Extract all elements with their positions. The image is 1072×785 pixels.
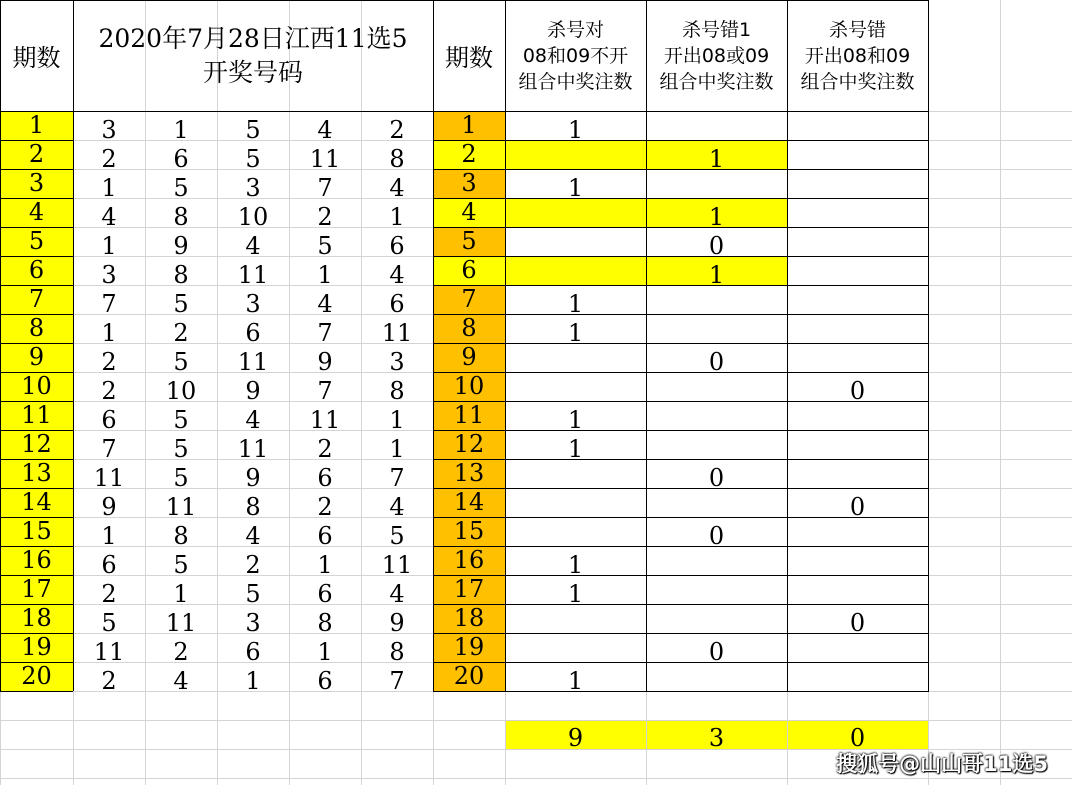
result-header-2-line: 开出08或09 (663, 44, 770, 67)
result-count (646, 550, 787, 579)
watermark: 搜狐号@山山哥11选5 (836, 752, 1048, 776)
draw-number: 2 (317, 434, 333, 463)
period-number: 15 (453, 517, 485, 545)
draw-number: 5 (173, 550, 189, 579)
period-number: 18 (453, 604, 485, 632)
gridline (0, 778, 1072, 779)
period-number: 7 (28, 285, 45, 313)
total-count: 9 (567, 723, 584, 752)
result-count (787, 463, 928, 492)
draw-number: 11 (237, 260, 269, 289)
period-number: 8 (28, 314, 45, 342)
period-number: 3 (461, 169, 477, 197)
period-number: 20 (21, 662, 52, 690)
draw-number: 2 (389, 115, 405, 144)
result-count (787, 173, 928, 202)
draw-number: 6 (245, 318, 261, 347)
period-number: 9 (28, 343, 45, 371)
period-number: 14 (21, 488, 52, 516)
draw-number: 1 (101, 521, 117, 550)
draw-number: 1 (389, 405, 405, 434)
draw-number: 8 (389, 376, 405, 405)
period-number: 1 (28, 111, 45, 139)
result-count (787, 202, 928, 231)
result-count (646, 289, 787, 318)
period-number: 4 (28, 198, 45, 226)
draw-number: 4 (389, 260, 405, 289)
period-number: 10 (453, 372, 485, 400)
draw-number: 6 (101, 550, 117, 579)
result-header-1 (505, 0, 646, 111)
result-header-1-line: 08和09不开 (522, 44, 629, 67)
period-number: 12 (21, 430, 52, 458)
result-header-2-line: 杀号错1 (681, 18, 752, 41)
draw-number: 1 (245, 666, 261, 695)
period-number: 16 (21, 546, 52, 574)
draw-number: 11 (93, 463, 125, 492)
period-number: 6 (28, 256, 45, 284)
draw-number: 2 (317, 492, 333, 521)
result-count (505, 463, 646, 492)
draw-number: 9 (245, 463, 261, 492)
result-count (787, 144, 928, 173)
result-count (787, 318, 928, 347)
result-count: 1 (567, 289, 584, 318)
draw-number: 3 (245, 173, 261, 202)
draw-number: 2 (101, 376, 117, 405)
draw-number: 1 (101, 318, 117, 347)
result-count (646, 608, 787, 637)
result-count (787, 405, 928, 434)
period-number: 2 (461, 140, 477, 168)
draw-title-header-line: 2020年7月28日江西11选5 (98, 23, 408, 53)
draw-number: 2 (245, 550, 261, 579)
left-period-header-line: 期数 (12, 44, 61, 72)
draw-number: 2 (317, 202, 333, 231)
period-number: 13 (453, 459, 485, 487)
draw-number: 1 (173, 115, 189, 144)
result-count: 0 (708, 231, 725, 260)
right-period-header (433, 0, 505, 111)
result-header-3 (787, 0, 928, 111)
draw-title-header (73, 0, 433, 111)
draw-number: 5 (173, 289, 189, 318)
draw-number: 3 (101, 115, 117, 144)
result-count: 1 (567, 434, 584, 463)
result-count: 0 (708, 463, 725, 492)
period-number: 17 (21, 575, 52, 603)
result-count: 1 (567, 115, 584, 144)
period-number: 12 (453, 430, 485, 458)
draw-number: 11 (309, 405, 341, 434)
result-count: 0 (849, 376, 866, 405)
result-header-2-line: 组合中奖注数 (659, 70, 774, 93)
period-number: 10 (21, 372, 52, 400)
draw-number: 9 (101, 492, 117, 521)
result-count (505, 202, 646, 231)
period-number: 1 (461, 111, 477, 139)
result-count: 1 (567, 666, 584, 695)
draw-number: 5 (173, 405, 189, 434)
result-count (505, 492, 646, 521)
draw-number: 11 (165, 608, 197, 637)
draw-number: 5 (173, 173, 189, 202)
result-count (787, 289, 928, 318)
result-count (505, 637, 646, 666)
period-number: 2 (28, 140, 45, 168)
period-number: 5 (28, 227, 45, 255)
draw-number: 6 (317, 666, 333, 695)
draw-number: 10 (165, 376, 197, 405)
draw-number: 11 (237, 434, 269, 463)
draw-number: 11 (165, 492, 197, 521)
draw-number: 5 (245, 115, 261, 144)
result-count (646, 579, 787, 608)
draw-number: 6 (101, 405, 117, 434)
result-count (787, 347, 928, 376)
period-number: 19 (21, 633, 52, 661)
result-count (787, 434, 928, 463)
draw-number: 6 (389, 231, 405, 260)
result-count: 0 (708, 521, 725, 550)
result-count (646, 434, 787, 463)
result-count (787, 637, 928, 666)
draw-number: 6 (173, 144, 189, 173)
draw-number: 7 (317, 376, 333, 405)
result-count: 0 (708, 637, 725, 666)
draw-number: 6 (389, 289, 405, 318)
result-count: 1 (567, 579, 584, 608)
right-period-header-line: 期数 (445, 44, 493, 72)
draw-number: 11 (381, 318, 413, 347)
draw-number: 5 (317, 231, 333, 260)
result-count (787, 579, 928, 608)
result-count: 1 (708, 202, 725, 231)
border (0, 691, 73, 692)
result-count: 1 (567, 318, 584, 347)
draw-number: 8 (389, 637, 405, 666)
draw-number: 4 (173, 666, 189, 695)
result-count (646, 666, 787, 695)
draw-number: 11 (237, 347, 269, 376)
period-number: 15 (21, 517, 52, 545)
draw-number: 5 (101, 608, 117, 637)
period-number: 13 (21, 459, 52, 487)
draw-number: 11 (93, 637, 125, 666)
result-header-3-line: 开出08和09 (804, 44, 911, 67)
result-count (505, 521, 646, 550)
result-count (646, 376, 787, 405)
period-number: 5 (461, 227, 477, 255)
draw-number: 4 (317, 289, 333, 318)
draw-number: 8 (173, 260, 189, 289)
draw-number: 9 (317, 347, 333, 376)
draw-number: 7 (317, 318, 333, 347)
result-count: 1 (567, 173, 584, 202)
period-number: 14 (453, 488, 485, 516)
draw-number: 7 (389, 666, 405, 695)
draw-number: 4 (101, 202, 117, 231)
border (433, 111, 928, 112)
result-count (646, 115, 787, 144)
draw-number: 7 (101, 434, 117, 463)
border (928, 0, 929, 692)
period-number: 17 (453, 575, 485, 603)
draw-number: 1 (317, 550, 333, 579)
result-count (787, 231, 928, 260)
draw-number: 2 (173, 637, 189, 666)
draw-number: 2 (173, 318, 189, 347)
draw-number: 10 (237, 202, 269, 231)
result-count (646, 173, 787, 202)
draw-number: 6 (317, 463, 333, 492)
result-count: 0 (849, 608, 866, 637)
draw-number: 2 (101, 666, 117, 695)
result-count: 1 (708, 144, 725, 173)
total-count: 0 (849, 723, 866, 752)
result-header-3-line: 杀号错 (828, 18, 886, 41)
draw-number: 3 (245, 289, 261, 318)
result-count (505, 231, 646, 260)
draw-number: 2 (101, 579, 117, 608)
draw-number: 4 (317, 115, 333, 144)
result-header-2 (646, 0, 787, 111)
total-count: 3 (708, 723, 725, 752)
draw-number: 11 (309, 144, 341, 173)
result-count (787, 666, 928, 695)
draw-number: 4 (245, 231, 261, 260)
draw-number: 4 (245, 405, 261, 434)
period-number: 8 (461, 314, 477, 342)
result-header-1-line: 杀号对 (546, 18, 604, 41)
result-count (646, 492, 787, 521)
result-count (505, 260, 646, 289)
result-count (787, 115, 928, 144)
draw-number: 9 (173, 231, 189, 260)
period-number: 9 (461, 343, 477, 371)
draw-number: 4 (389, 579, 405, 608)
draw-number: 4 (389, 173, 405, 202)
period-number: 16 (453, 546, 485, 574)
draw-number: 2 (101, 347, 117, 376)
period-number: 6 (461, 256, 477, 284)
result-count: 0 (708, 347, 725, 376)
draw-number: 9 (389, 608, 405, 637)
draw-number: 5 (173, 347, 189, 376)
period-number: 7 (461, 285, 477, 313)
left-period-header (0, 0, 73, 111)
result-count (787, 260, 928, 289)
draw-number: 6 (317, 579, 333, 608)
result-count (787, 521, 928, 550)
period-number: 11 (21, 401, 52, 429)
draw-number: 5 (245, 144, 261, 173)
draw-number: 2 (101, 144, 117, 173)
draw-number: 3 (389, 347, 405, 376)
draw-number: 1 (389, 202, 405, 231)
result-count: 1 (567, 405, 584, 434)
result-count: 0 (849, 492, 866, 521)
period-number: 18 (21, 604, 52, 632)
draw-number: 7 (317, 173, 333, 202)
draw-number: 4 (245, 521, 261, 550)
draw-number: 1 (101, 231, 117, 260)
draw-number: 1 (101, 173, 117, 202)
result-count (505, 376, 646, 405)
draw-number: 6 (317, 521, 333, 550)
draw-number: 5 (245, 579, 261, 608)
draw-number: 5 (173, 434, 189, 463)
result-count (505, 608, 646, 637)
gridline (1000, 0, 1001, 785)
period-number: 3 (28, 169, 45, 197)
period-number: 11 (453, 401, 485, 429)
draw-number: 1 (389, 434, 405, 463)
draw-number: 8 (245, 492, 261, 521)
period-number: 4 (461, 198, 477, 226)
result-count (505, 144, 646, 173)
draw-number: 4 (389, 492, 405, 521)
result-count: 1 (567, 550, 584, 579)
result-count (646, 318, 787, 347)
gridline (0, 720, 1072, 721)
draw-number: 1 (317, 260, 333, 289)
draw-number: 7 (101, 289, 117, 318)
draw-number: 3 (101, 260, 117, 289)
result-count (505, 347, 646, 376)
draw-number: 6 (245, 637, 261, 666)
draw-number: 8 (173, 521, 189, 550)
draw-number: 1 (317, 637, 333, 666)
draw-number: 8 (173, 202, 189, 231)
draw-number: 11 (381, 550, 413, 579)
draw-number: 9 (245, 376, 261, 405)
draw-number: 7 (389, 463, 405, 492)
draw-number: 5 (173, 463, 189, 492)
draw-number: 1 (173, 579, 189, 608)
draw-number: 3 (245, 608, 261, 637)
draw-number: 8 (317, 608, 333, 637)
draw-number: 5 (389, 521, 405, 550)
draw-title-header-line: 开奖号码 (202, 57, 303, 87)
period-number: 20 (453, 662, 485, 690)
result-header-1-line: 组合中奖注数 (518, 70, 633, 93)
result-header-3-line: 组合中奖注数 (800, 70, 915, 93)
result-count: 1 (708, 260, 725, 289)
result-count (787, 550, 928, 579)
draw-number: 8 (389, 144, 405, 173)
period-number: 19 (453, 633, 485, 661)
result-count (646, 405, 787, 434)
